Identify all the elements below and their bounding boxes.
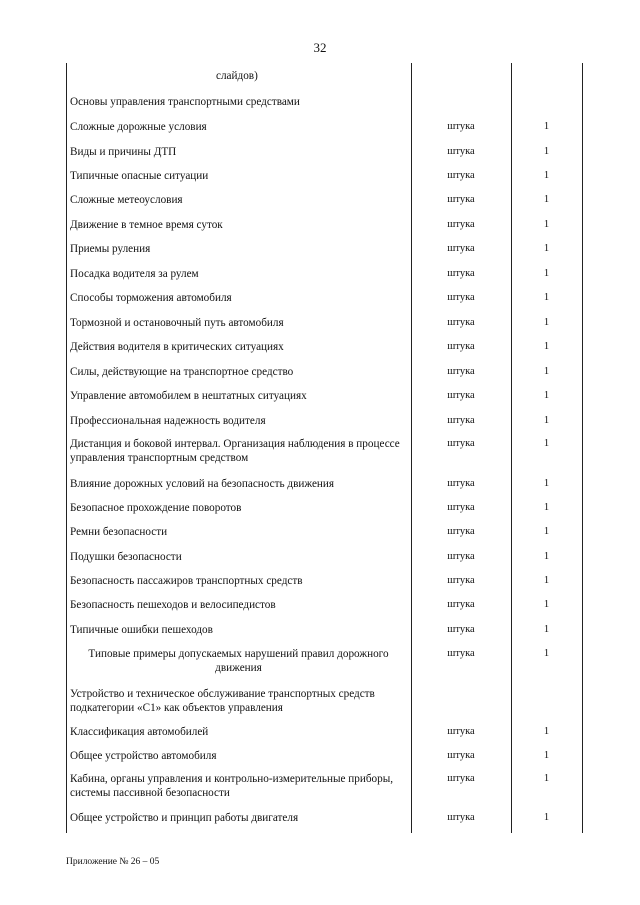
item-quantity: 1 — [543, 341, 550, 352]
item-unit: штука — [447, 726, 475, 737]
item-quantity: 1 — [543, 415, 550, 426]
table-border-right — [582, 63, 583, 833]
item-name: Дистанция и боковой интервал. Организация наблюдения в процессе управления транспортным средством — [70, 438, 400, 464]
item-unit: штука — [447, 773, 475, 784]
item-unit: штука — [447, 341, 475, 352]
item-quantity: 1 — [543, 812, 550, 823]
item-unit: штука — [447, 170, 475, 181]
item-name: Приемы руления — [70, 243, 151, 255]
item-unit: штука — [447, 219, 475, 230]
item-quantity: 1 — [543, 575, 550, 586]
item-quantity: 1 — [543, 366, 550, 377]
item-name: Основы управления транспортными средствами — [70, 96, 300, 108]
item-name: Кабина, органы управления и контрольно-измерительные приборы, системы пассивной безопасности — [70, 773, 394, 799]
item-name: Тормозной и остановочный путь автомобиля — [70, 317, 284, 329]
item-quantity: 1 — [543, 268, 550, 279]
item-quantity: 1 — [543, 146, 550, 157]
item-name: Типичные ошибки пешеходов — [70, 624, 213, 636]
item-unit: штука — [447, 268, 475, 279]
item-unit: штука — [447, 243, 475, 254]
item-unit: штука — [447, 366, 475, 377]
item-unit: штука — [447, 415, 475, 426]
item-unit: штука — [447, 438, 475, 449]
item-quantity: 1 — [543, 773, 550, 784]
item-unit: штука — [447, 599, 475, 610]
item-unit: штука — [447, 390, 475, 401]
item-name: Типичные опасные ситуации — [70, 170, 209, 182]
item-quantity: 1 — [543, 292, 550, 303]
item-unit: штука — [447, 812, 475, 823]
item-name: Общее устройство автомобиля — [70, 750, 217, 762]
item-name: Силы, действующие на транспортное средство — [70, 366, 294, 378]
item-name: Управление автомобилем в нештатных ситуациях — [70, 390, 307, 402]
item-name: Посадка водителя за рулем — [70, 268, 199, 280]
item-unit: штука — [447, 194, 475, 205]
item-name: Движение в темное время суток — [70, 219, 223, 231]
item-quantity: 1 — [543, 599, 550, 610]
item-quantity: 1 — [543, 243, 550, 254]
item-name: Профессиональная надежность водителя — [70, 415, 266, 427]
item-name: Сложные дорожные условия — [70, 121, 207, 133]
item-name: Устройство и техническое обслуживание транспортных средств подкатегории «C1» как объектов управления — [70, 688, 375, 714]
page-number: 32 — [313, 40, 327, 55]
item-name: Безопасность пассажиров транспортных средств — [70, 575, 303, 587]
item-unit: штука — [447, 121, 475, 132]
item-name: Ремни безопасности — [70, 526, 168, 538]
item-name: Типовые примеры допускаемых нарушений правил дорожного движения — [88, 648, 389, 674]
item-name: Действия водителя в критических ситуациях — [70, 341, 284, 353]
footer-note: Приложение № 26 – 05 — [66, 857, 160, 867]
item-unit: штука — [447, 292, 475, 303]
item-unit: штука — [447, 750, 475, 761]
item-unit: штука — [447, 624, 475, 635]
item-quantity: 1 — [543, 390, 550, 401]
item-quantity: 1 — [543, 438, 550, 449]
table-border-left — [66, 63, 67, 833]
item-quantity: 1 — [543, 478, 550, 489]
item-name: Подушки безопасности — [70, 551, 182, 563]
item-unit: штука — [447, 146, 475, 157]
item-unit: штука — [447, 502, 475, 513]
item-quantity: 1 — [543, 551, 550, 562]
item-unit: штука — [447, 551, 475, 562]
item-quantity: 1 — [543, 648, 550, 659]
item-unit: штука — [447, 648, 475, 659]
item-quantity: 1 — [543, 526, 550, 537]
item-name: Безопасность пешеходов и велосипедистов — [70, 599, 276, 611]
item-quantity: 1 — [543, 624, 550, 635]
item-name: Сложные метеоусловия — [70, 194, 183, 206]
item-name: Общее устройство и принцип работы двигателя — [70, 812, 299, 824]
item-quantity: 1 — [543, 194, 550, 205]
item-unit: штука — [447, 575, 475, 586]
item-name: Классификация автомобилей — [70, 726, 209, 738]
item-quantity: 1 — [543, 121, 550, 132]
item-quantity: 1 — [543, 219, 550, 230]
item-quantity: 1 — [543, 317, 550, 328]
item-unit: штука — [447, 478, 475, 489]
item-name: Способы торможения автомобиля — [70, 292, 232, 304]
item-name: Безопасное прохождение поворотов — [70, 502, 242, 514]
item-quantity: 1 — [543, 170, 550, 181]
item-unit: штука — [447, 317, 475, 328]
item-name: Влияние дорожных условий на безопасность движения — [70, 478, 335, 490]
item-quantity: 1 — [543, 726, 550, 737]
item-quantity: 1 — [543, 750, 550, 761]
item-unit: штука — [447, 526, 475, 537]
item-name: Виды и причины ДТП — [70, 146, 177, 158]
item-name: слайдов) — [216, 70, 258, 82]
item-quantity: 1 — [543, 502, 550, 513]
